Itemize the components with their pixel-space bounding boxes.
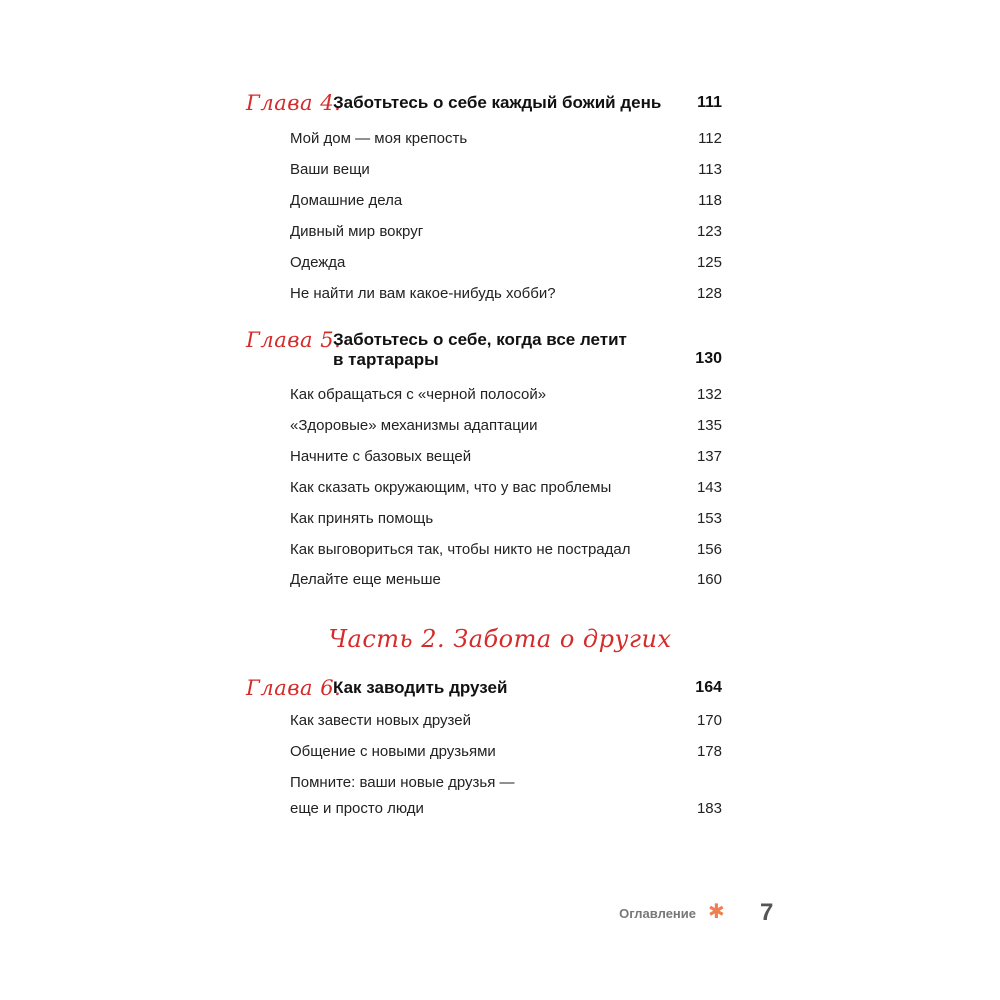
- toc-entry: Начните с базовых вещей: [290, 448, 472, 465]
- toc-entry: Мой дом — моя крепость: [290, 130, 468, 147]
- toc-entry: Как сказать окружающим, что у вас проблемы: [290, 479, 612, 496]
- part-2-title: Часть 2. Забота о других: [328, 625, 672, 653]
- toc-entry: Делайте еще меньше: [290, 571, 441, 588]
- toc-entry: Ваши вещи: [290, 161, 370, 178]
- chapter-5-title-line-1: Заботьтесь о себе, когда все летит: [333, 330, 627, 349]
- toc-entry-page: 132: [696, 386, 722, 403]
- toc-entry-page: 156: [696, 541, 722, 558]
- chapter-5-page: 130: [695, 350, 722, 367]
- toc-entry: Одежда: [290, 254, 346, 271]
- toc-entry-page: 118: [698, 192, 722, 209]
- toc-entry-page: 170: [696, 712, 722, 729]
- toc-entry: Как принять помощь: [290, 510, 434, 527]
- toc-entry-page: 135: [696, 417, 722, 434]
- toc-entry-page: 160: [696, 571, 722, 588]
- toc-entry: «Здоровые» механизмы адаптации: [290, 417, 538, 434]
- toc-entry-page: 143: [696, 479, 722, 496]
- toc-entry-page: 153: [696, 510, 722, 527]
- chapter-5-title-line-2: в тартарары: [333, 350, 439, 369]
- chapter-4-title: Заботьтесь о себе каждый божий день: [333, 93, 662, 112]
- toc-entry-page: 178: [696, 743, 722, 760]
- toc-entry: Как обращаться с «черной полосой»: [290, 386, 547, 403]
- chapter-6-title: Как заводить друзей: [333, 678, 508, 697]
- toc-entry: Дивный мир вокруг: [290, 223, 424, 240]
- toc-entry-page: 113: [698, 161, 722, 178]
- chapter-5-label: Глава 5.: [246, 328, 342, 352]
- chapter-6-label: Глава 6.: [246, 676, 342, 700]
- toc-entry-page: 123: [696, 223, 722, 240]
- chapter-6-page: 164: [695, 679, 722, 696]
- toc-entry-page: 112: [698, 130, 722, 147]
- toc-entry: Домашние дела: [290, 192, 403, 209]
- toc-entry-page: 183: [696, 800, 722, 817]
- toc-entry-line-1: Помните: ваши новые друзья —: [290, 774, 515, 791]
- page-number: 7: [760, 899, 774, 926]
- chapter-4-label: Глава 4.: [246, 91, 342, 115]
- footer-section-label: Оглавление: [619, 906, 696, 921]
- toc-entry-page: 137: [696, 448, 722, 465]
- toc-entry: Как выговориться так, чтобы никто не пострадал: [290, 541, 631, 558]
- toc-entry-line-2: еще и просто люди: [290, 800, 424, 817]
- toc-entry: Не найти ли вам какое-нибудь хобби?: [290, 285, 556, 302]
- asterisk-icon: ✱: [708, 901, 725, 923]
- toc-entry-page: 128: [696, 285, 722, 302]
- chapter-4-page: 111: [697, 94, 722, 111]
- toc-entry-page: 125: [696, 254, 722, 271]
- toc-entry: Как завести новых друзей: [290, 712, 471, 729]
- toc-entry: Общение с новыми друзьями: [290, 743, 496, 760]
